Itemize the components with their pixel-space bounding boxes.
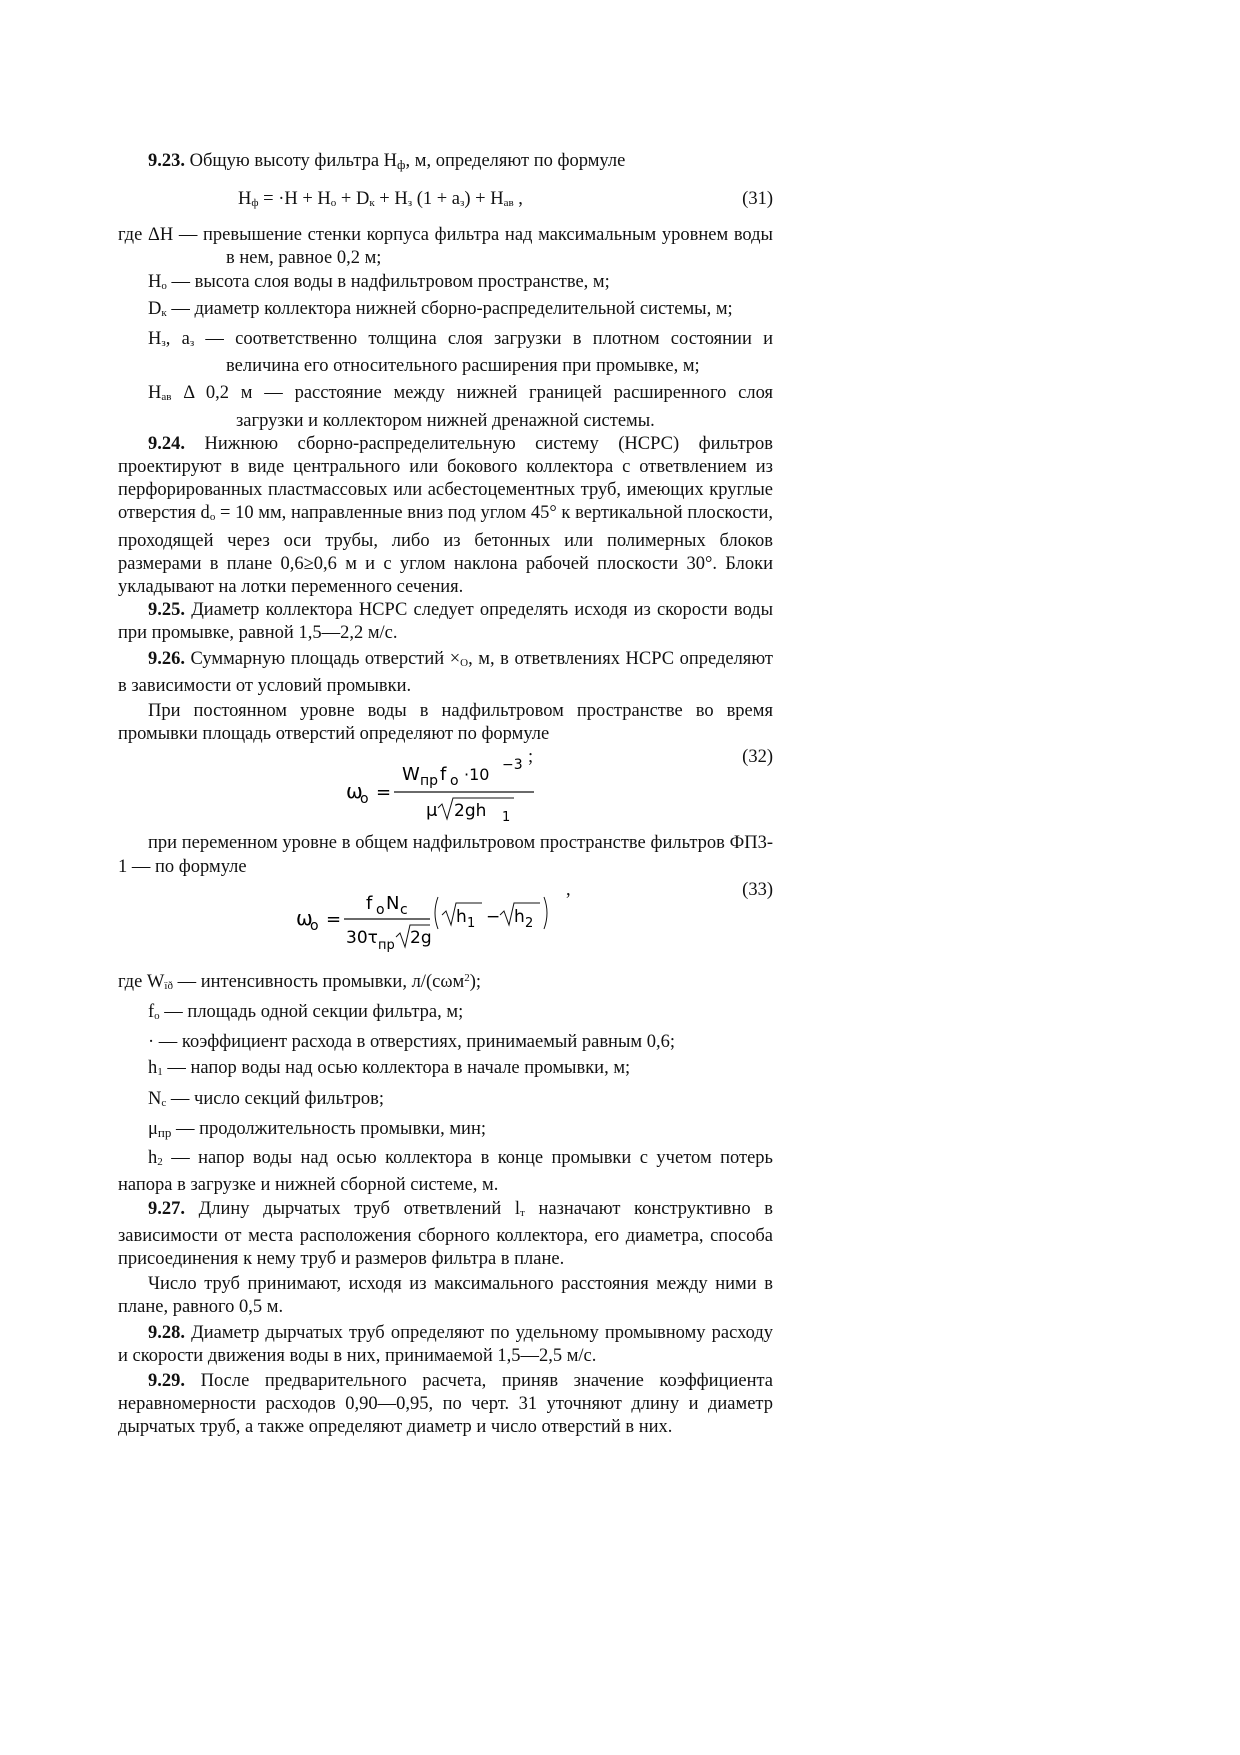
definition-w: где Wїð — интенсивность промывки, л/(сωм$^2$); bbox=[118, 971, 482, 992]
formula-tau: 30τ bbox=[346, 927, 378, 948]
formula-f-sub: о bbox=[450, 773, 459, 790]
document-page bbox=[118, 150, 773, 1440]
section-9-24: 9.24. Нижнюю сборно-распределительную систему (НСРС) фильтров проектируют в виде центрального или бокового коллектора с ответвлением из перфорированных пластмассовых или асбестоцементных труб, имеющих круглые отверстия dо = 10 мм, направленные вниз под углом 45° к вертикальной плоскости, проходящей через оси трубы, либо из бетонных или полимерных блоков размерами в плане 0,6≥0,6 м и с углом наклона рабочей плоскости 30°. Блоки укладывают на лотки переменного сечения. bbox=[118, 433, 773, 598]
equation-31 bbox=[118, 176, 773, 216]
definition-h-o: Но — высота слоя воды в надфильтровом пространстве, м; bbox=[148, 271, 610, 292]
section-9-25: 9.25. Диаметр коллектора НСРС следует определять исходя из скорости воды при промывке, равной 1,5—2,2 м/с. bbox=[118, 600, 773, 644]
formula-tau-sub: пр bbox=[378, 937, 395, 953]
section-number: 9.23. bbox=[148, 151, 185, 171]
text: Общую высоту фильтра Н bbox=[185, 151, 398, 171]
formula-h2-sub: 2 bbox=[525, 915, 534, 931]
equation-punctuation: ; bbox=[528, 747, 534, 768]
definition-h-av: Нав Δ 0,2 м — расстояние между нижней границей расширенного слоя загрузки и коллектором нижней дренажной системы. bbox=[148, 383, 773, 431]
formula-n: N bbox=[386, 892, 400, 914]
definition-mu: · — коэффициент расхода в отверстиях, принимаемый равным 0,6; bbox=[148, 1032, 675, 1053]
formula-n-sub: с bbox=[400, 901, 408, 918]
formula-w: W bbox=[402, 764, 420, 786]
section-9-26: 9.26. Суммарную площадь отверстий ×О, м, в ответвлениях НСРС определяют в зависимости от условий промывки. bbox=[118, 648, 773, 696]
definition-h2: h2 — напор воды над осью коллектора в конце промывки с учетом потерь напора в загрузке и нижней сборной системе, м. bbox=[118, 1148, 773, 1196]
equation-33 bbox=[118, 879, 773, 967]
right-paren bbox=[544, 897, 547, 929]
definition-d-k: Dк — диаметр коллектора нижней сборно-распределительной системы, м; bbox=[148, 298, 733, 319]
formula-omega-sub: о bbox=[310, 917, 319, 934]
formula-omega: ω bbox=[346, 779, 363, 804]
definition-delta-h: где ΔН — превышение стенки корпуса фильтра над максимальным уровнем воды в нем, равное 0,2 м; bbox=[118, 225, 773, 269]
formula-w-sub: пр bbox=[420, 773, 439, 790]
formula-minus: − bbox=[486, 906, 501, 927]
formula-radicand: 2gh bbox=[454, 801, 487, 822]
formula-h2: h bbox=[514, 906, 525, 927]
section-number: 9.27. bbox=[148, 1198, 185, 1219]
equation-33-definitions bbox=[118, 967, 773, 1198]
equation-31-definitions bbox=[118, 224, 773, 433]
paragraph-constant-level: При постоянном уровне воды в надфильтровом пространстве во время промывки площадь отверстий определяют по формуле bbox=[118, 701, 773, 745]
equation-number: (33) bbox=[742, 879, 773, 900]
equation-32 bbox=[118, 746, 773, 828]
left-paren bbox=[435, 897, 438, 929]
definition-n-c: Nс — число секций фильтров; bbox=[148, 1088, 385, 1109]
formula-ten: ·10 bbox=[464, 765, 490, 785]
section-9-27: 9.27. Длину дырчатых труб ответвлений lт назначают конструктивно в зависимости от места расположения сборного коллектора, его диаметра, способа присоединения к нему труб и размеров фильтра в плане. bbox=[118, 1198, 774, 1269]
formula-omega-sub: о bbox=[360, 791, 369, 808]
definition-h-z: Нз, аз — соответственно толщина слоя загрузки в плотном состоянии и величина его относительного расширения при промывке, м; bbox=[148, 329, 773, 377]
formula-32 bbox=[346, 746, 646, 828]
section-number: 9.26. bbox=[148, 648, 185, 669]
equation-punctuation: , bbox=[566, 879, 571, 900]
definition-f-o: fо — площадь одной секции фильтра, м; bbox=[148, 1002, 464, 1023]
formula-exponent: −3 bbox=[502, 757, 523, 774]
formula-f: f bbox=[440, 764, 447, 786]
subscript: ф bbox=[397, 157, 406, 172]
section-9-29: 9.29. После предварительного расчета, приняв значение коэффициента неравномерности расходов 0,90—0,95, по черт. 31 уточняют длину и диаметр дырчатых труб, а также определяют диаметр и число отверстий в них. bbox=[118, 1370, 773, 1438]
definition-tau: μпр — продолжительность промывки, мин; bbox=[148, 1118, 486, 1140]
formula-h1: h bbox=[456, 906, 467, 927]
formula-equals: = bbox=[376, 782, 392, 804]
equation-number: (32) bbox=[742, 747, 773, 768]
formula-mu: μ bbox=[426, 800, 438, 822]
formula-equals: = bbox=[326, 908, 342, 930]
formula-omega: ω bbox=[296, 905, 313, 930]
formula-f: f bbox=[366, 892, 373, 914]
formula-f-sub: о bbox=[376, 901, 385, 918]
formula-radicand: 2g bbox=[410, 927, 432, 948]
section-number: 9.28. bbox=[148, 1322, 185, 1343]
formula-33 bbox=[296, 879, 616, 967]
section-number: 9.24. bbox=[148, 433, 185, 454]
formula-radicand-sub: 1 bbox=[502, 810, 511, 826]
definition-h1: h1 — напор воды над осью коллектора в начале промывки, м; bbox=[148, 1058, 631, 1079]
paragraph-pipe-count: Число труб принимают, исходя из максимального расстояния между ними в плане, равного 0,5 м. bbox=[118, 1274, 773, 1318]
section-9-23 bbox=[118, 150, 773, 176]
section-9-28: 9.28. Диаметр дырчатых труб определяют по удельному промывному расходу и скорости движения воды в них, принимаемой 1,5—2,5 м/с. bbox=[118, 1322, 773, 1366]
section-number: 9.25. bbox=[148, 600, 185, 621]
paragraph-variable-level: при переменном уровне в общем надфильтровом пространстве фильтров ФП3-1 — по формуле bbox=[118, 833, 773, 877]
section-number: 9.29. bbox=[148, 1370, 185, 1391]
formula-h1-sub: 1 bbox=[467, 915, 476, 931]
text: , м, определяют по формуле bbox=[405, 151, 626, 171]
equation-31-body: Нф = ·Н + Но + Dк + Нз (1 + аз) + Нав , bbox=[238, 189, 523, 210]
equation-number: (31) bbox=[742, 189, 773, 210]
